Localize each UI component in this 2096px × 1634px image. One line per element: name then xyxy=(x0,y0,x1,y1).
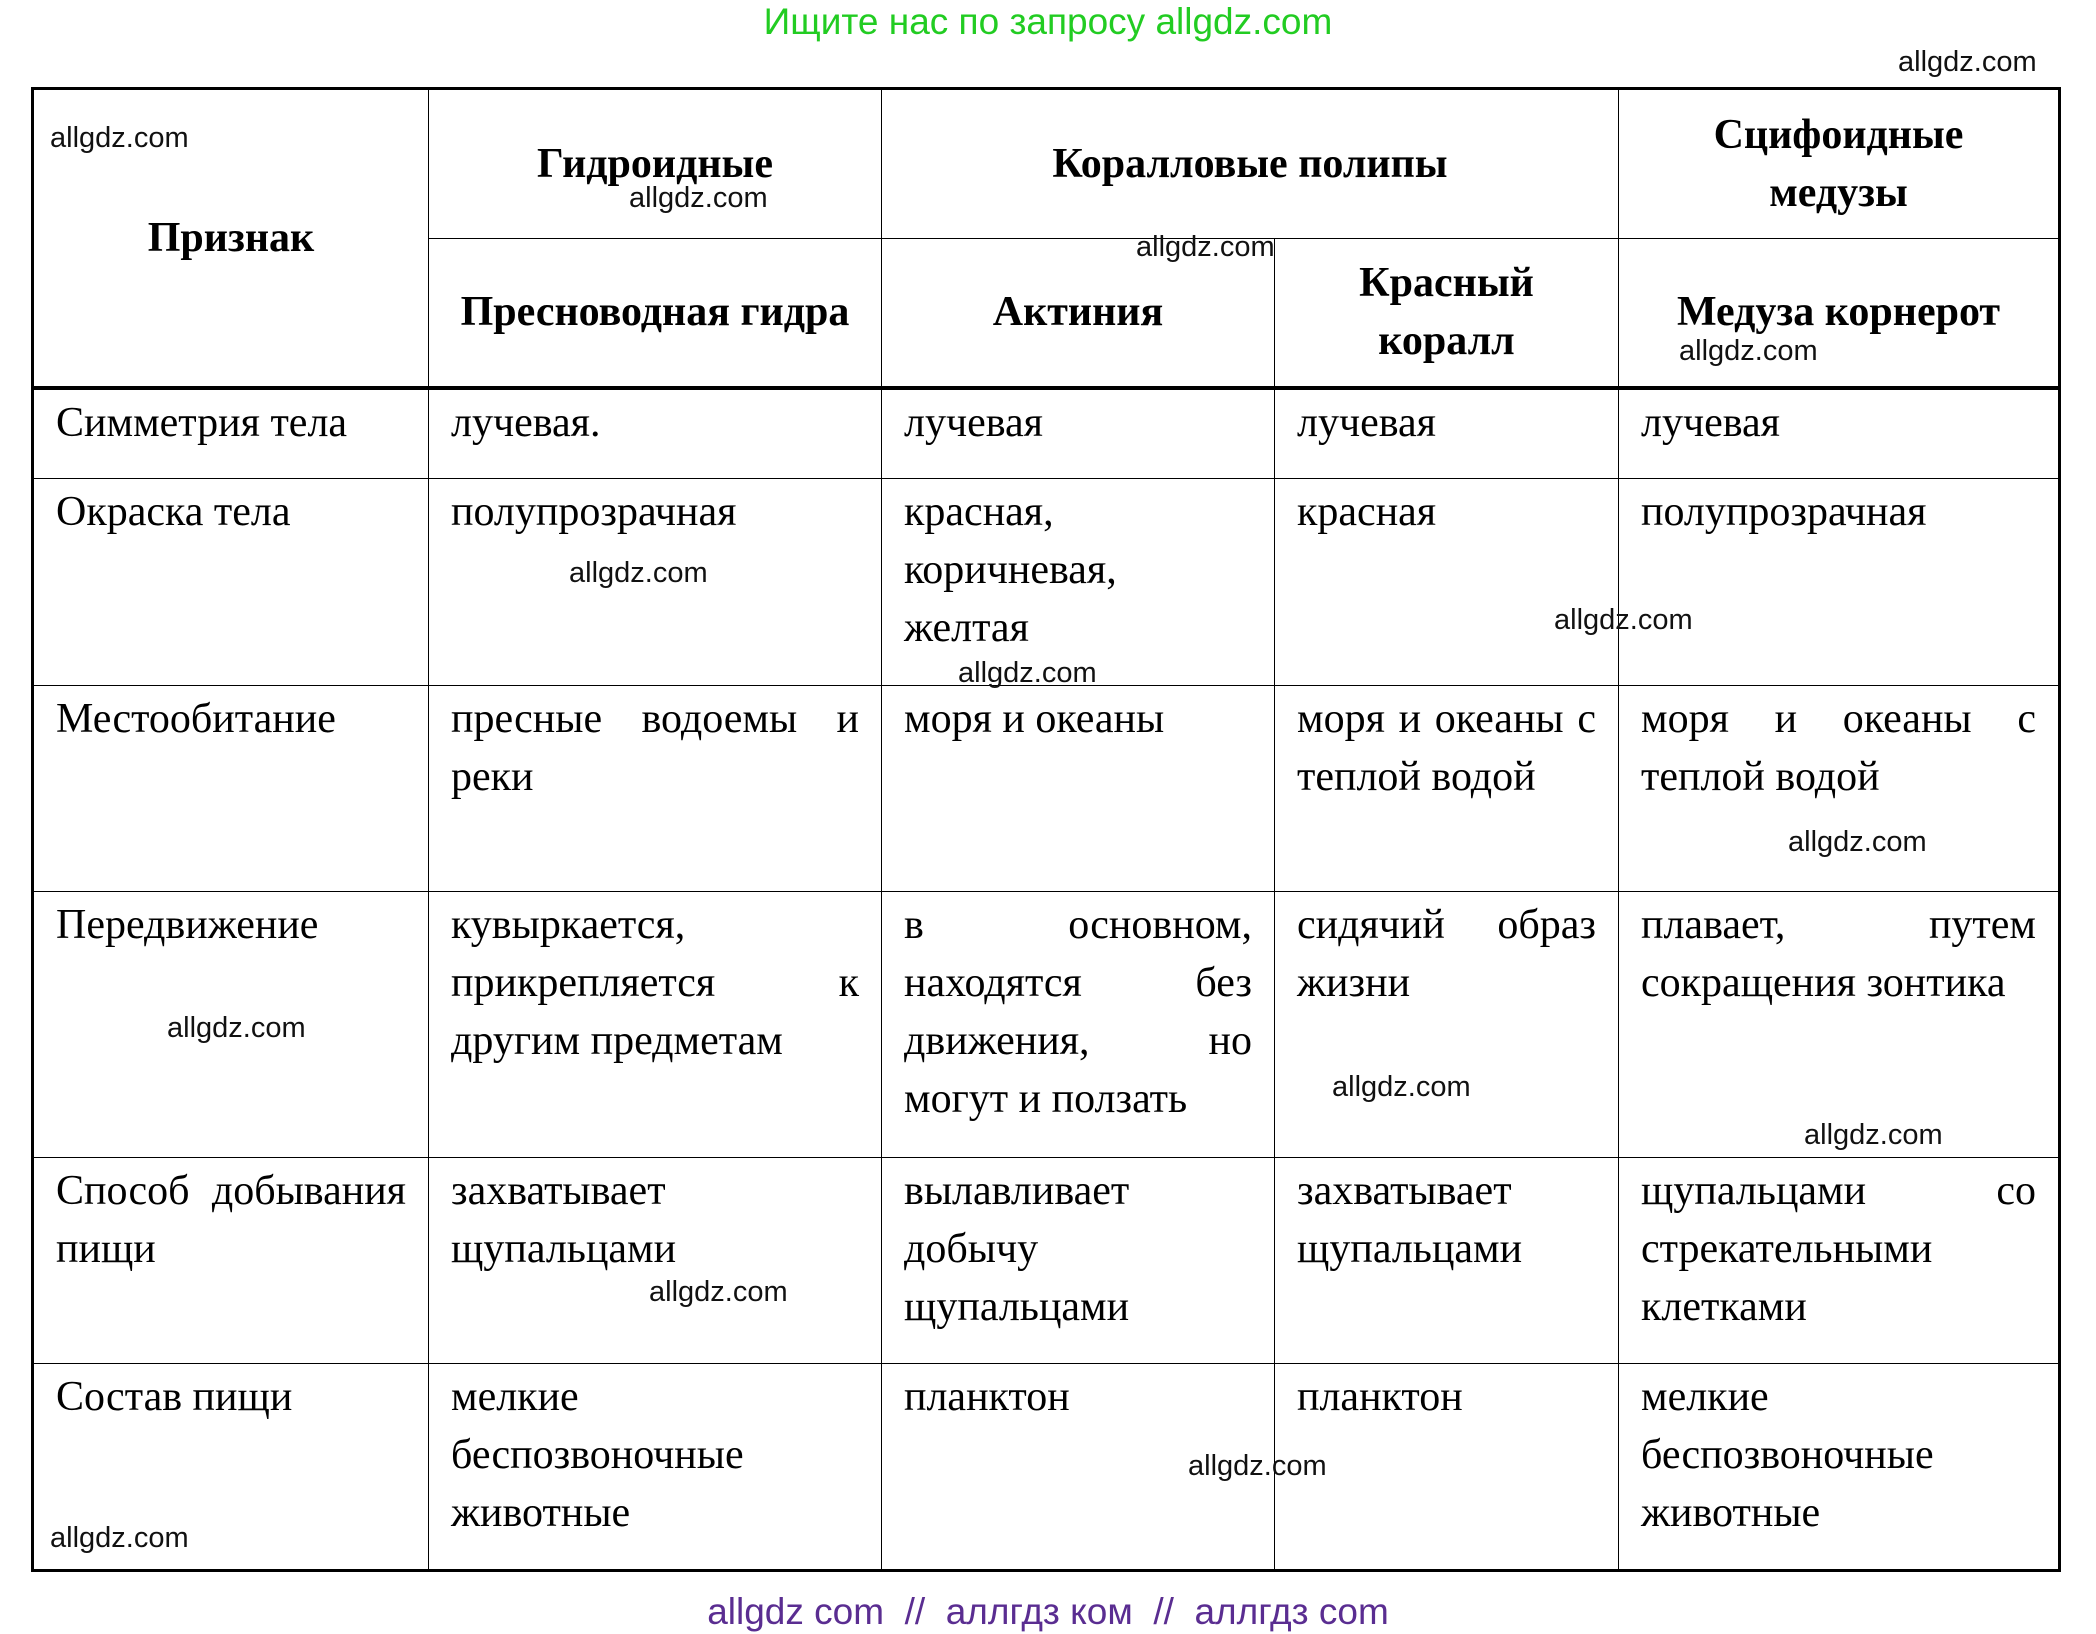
cell: моря и океаны с теплой водой xyxy=(1275,686,1619,892)
cell: захватывает щупальцами xyxy=(1275,1158,1619,1364)
watermark: allgdz.com xyxy=(649,1276,788,1308)
cell: полупрозрачная xyxy=(429,479,882,686)
cell: планктон xyxy=(1275,1364,1619,1571)
table-row xyxy=(33,388,2060,479)
watermark: allgdz.com xyxy=(1188,1450,1327,1482)
table-row xyxy=(33,479,2060,686)
cell: красная xyxy=(1275,479,1619,686)
cell: моря и океаны с теплой водой xyxy=(1619,686,2060,892)
cell: плавает, путем сокращения зонтика xyxy=(1619,892,2060,1158)
watermark: allgdz.com xyxy=(569,557,708,589)
cell: лучевая xyxy=(1275,388,1619,479)
table-row xyxy=(33,1158,2060,1364)
cell: мелкие беспозвоночные животные xyxy=(429,1364,882,1571)
header-group-hydroid: Гидроидные xyxy=(429,89,882,239)
watermark: allgdz.com xyxy=(1788,826,1927,858)
cell: лучевая xyxy=(882,388,1275,479)
cell: щупальцами со стрекательными клетками xyxy=(1619,1158,2060,1364)
watermark: allgdz.com xyxy=(1136,231,1275,263)
table-row xyxy=(33,892,2060,1158)
row-feature: Способ добывания пищи xyxy=(33,1158,429,1364)
watermark: allgdz.com xyxy=(629,182,768,214)
row-feature: Симметрия тела xyxy=(33,388,429,479)
cell: мелкие беспозвоночные животные xyxy=(1619,1364,2060,1571)
top-banner: Ищите нас по запросу allgdz.com xyxy=(763,1,1333,42)
header-group-coral: Коралловые полипы xyxy=(882,89,1619,239)
cell: планктон xyxy=(882,1364,1275,1571)
cell: пресные водоемы и реки xyxy=(429,686,882,892)
header-species-actinia: Актиния xyxy=(882,239,1275,388)
cell: полупрозрачная xyxy=(1619,479,2060,686)
cell: в основном, находятся без движения, но могут и ползать xyxy=(882,892,1275,1158)
cell: вылавливает добычу щупальцами xyxy=(882,1158,1275,1364)
table-row xyxy=(33,686,2060,892)
cell: моря и океаны xyxy=(882,686,1275,892)
cell: захватывает щупальцами xyxy=(429,1158,882,1364)
row-feature: Окраска тела xyxy=(33,479,429,686)
row-feature: Местообитание xyxy=(33,686,429,892)
watermark: allgdz.com xyxy=(1679,335,1818,367)
watermark: allgdz.com xyxy=(1804,1119,1943,1151)
header-feature: Признак xyxy=(33,89,429,388)
header-species-cornerot: Медуза корнерот xyxy=(1619,239,2060,388)
header-group-scyphozoa: Сцифоидные медузы xyxy=(1619,89,2060,239)
bottom-banner: allgdz com // аллгдз ком // аллгдз com xyxy=(707,1591,1389,1632)
table-row xyxy=(33,1364,2060,1571)
cell: сидячий образ жизни xyxy=(1275,892,1619,1158)
header-species-red-coral: Красный коралл xyxy=(1275,239,1619,388)
cell: кувыркается, прикрепляется к другим предметам xyxy=(429,892,882,1158)
row-feature: Передвижение xyxy=(33,892,429,1158)
watermark: allgdz.com xyxy=(958,657,1097,689)
watermark: allgdz.com xyxy=(1554,604,1693,636)
watermark: allgdz.com xyxy=(167,1012,306,1044)
watermark: allgdz.com xyxy=(1332,1071,1471,1103)
watermark: allgdz.com xyxy=(50,1522,189,1554)
comparison-table xyxy=(31,87,2061,1572)
row-feature: Состав пищи xyxy=(33,1364,429,1571)
watermark: allgdz.com xyxy=(50,122,189,154)
cell: лучевая xyxy=(1619,388,2060,479)
watermark: allgdz.com xyxy=(1898,46,2037,78)
header-species-hydra: Пресноводная гидра xyxy=(429,239,882,388)
header-row-groups xyxy=(33,89,2060,239)
cell: лучевая. xyxy=(429,388,882,479)
cell: красная, коричневая, желтая xyxy=(882,479,1275,686)
